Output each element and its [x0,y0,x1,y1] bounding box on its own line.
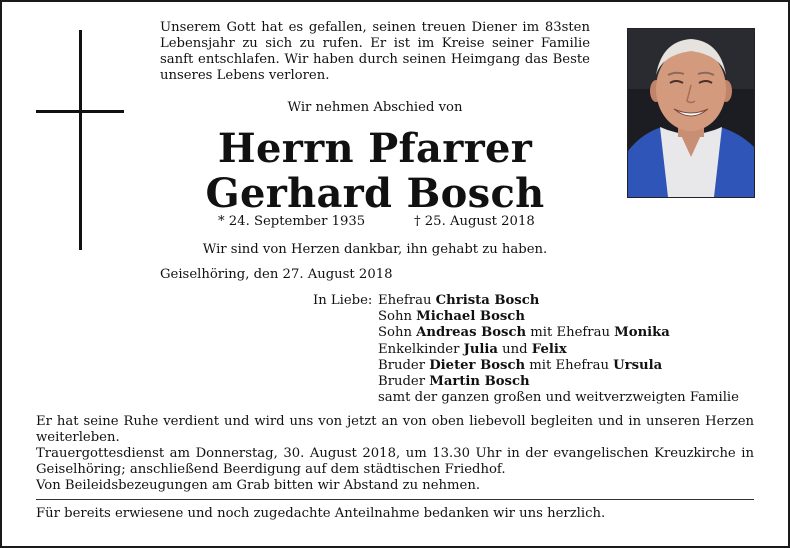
in-liebe-label: In Liebe: [313,293,373,308]
deceased-name: Gerhard Bosch [205,170,545,217]
divider-line [36,499,754,500]
portrait-photo [627,28,755,198]
mourner-item: Bruder Martin Bosch [378,374,530,390]
condolence-note-paragraph: Von Beileidsbezeugungen am Grab bitten wir Abstand zu nehmen. [36,478,481,493]
mourner-item: Enkelkinder Julia und Felix [378,341,567,357]
intro-text: Unserem Gott hat es gefallen, seinen treuen Diener im 83sten Lebensjahr zu sich zu rufen. Er ist im Kreise seiner Familie sanft entschlafen. Wir haben durch seinen Heimgang das Beste unseres Lebens verloren. [160,20,590,83]
final-thanks-line: Für bereits erwiesene und noch zugedachte Anteilnahme bedanken wir uns herzlich. [36,506,606,521]
mourners-list [378,293,739,406]
cross-horizontal-bar [36,110,124,113]
service-info-paragraph: Trauergottesdienst am Donnerstag, 30. August 2018, um 13.30 Uhr in der evangelischen Kreuzkirche in Geiselhöring; anschließend Beerdigung auf dem städtischen Friedhof. [36,446,754,477]
mourner-item: Bruder Dieter Bosch mit Ehefrau Ursula [378,357,663,373]
closing-paragraph: Er hat seine Ruhe verdient und wird uns von jetzt an von oben liebevoll begleiten und in unseren Herzen weiterleben. [36,414,754,445]
place-and-date: Geiselhöring, den 27. August 2018 [160,267,393,282]
deceased-title: Herrn Pfarrer [217,125,533,172]
farewell-line: Wir nehmen Abschied von [287,100,463,115]
birth-date: * 24. September 1935 [218,214,366,229]
death-date: † 25. August 2018 [414,214,535,229]
mourner-item: samt der ganzen großen und weitverzweigten Familie [378,390,739,406]
mourner-item: Sohn Michael Bosch [378,309,525,325]
mourner-item: Ehefrau Christa Bosch [378,293,540,308]
cross-vertical-bar [79,30,82,250]
thanks-line: Wir sind von Herzen dankbar, ihn gehabt zu haben. [202,242,548,257]
mourner-item: Sohn Andreas Bosch mit Ehefrau Monika [378,325,670,341]
closing-text [36,414,754,494]
